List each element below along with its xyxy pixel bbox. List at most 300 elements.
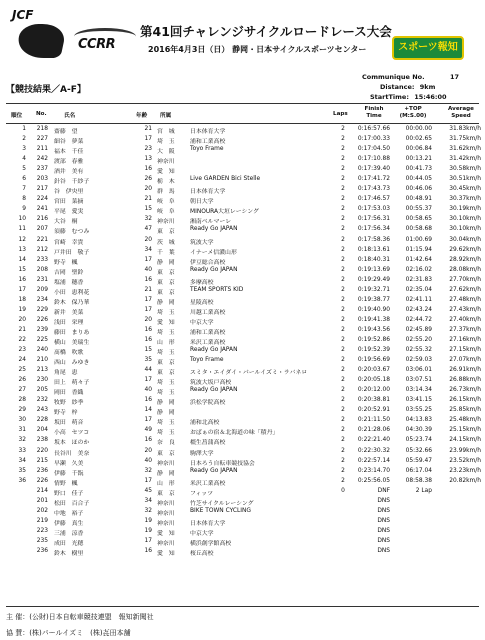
- rider-team: 米沢工業高校: [190, 480, 226, 487]
- bib-number: 207: [36, 226, 48, 233]
- col-laps: Laps: [333, 111, 348, 117]
- result-rank: 10: [18, 216, 26, 223]
- col-name: 氏名: [64, 113, 76, 119]
- laps-count: 2: [341, 246, 345, 253]
- rider-prefecture: 群 馬: [157, 189, 175, 196]
- average-speed: 28.08km/h: [449, 266, 481, 273]
- average-speed: 30.37km/h: [449, 196, 481, 203]
- rider-age: 34: [144, 497, 152, 504]
- result-rank: 27: [18, 387, 26, 394]
- finish-time: 0:17:43.73: [357, 186, 390, 193]
- rider-age: 26: [144, 176, 152, 183]
- gap-to-top: 02:55.20: [405, 336, 432, 343]
- rider-prefecture: 愛 知: [157, 550, 175, 557]
- bib-number: 221: [36, 236, 48, 243]
- rider-name: 伊藤 真生: [54, 520, 84, 527]
- jcf-logo-emblem-icon: [14, 24, 67, 58]
- gap-to-top: 05:32.66: [405, 447, 432, 454]
- rider-team: 桜丘高校: [190, 550, 214, 557]
- finish-time: 0:20:52.91: [357, 407, 390, 414]
- rider-team: 浦和工業高校: [190, 329, 226, 336]
- finish-time: 0:19:29.49: [357, 276, 390, 283]
- rider-name: 平尾 愛実: [54, 209, 84, 216]
- rider-prefecture: 神奈川: [157, 159, 175, 166]
- rider-age: 16: [144, 276, 152, 283]
- table-row: [0, 165, 485, 175]
- result-rank: 33: [18, 447, 26, 454]
- laps-count: 2: [341, 457, 345, 464]
- result-rank: 23: [18, 347, 26, 354]
- rider-team: おばぁの宿＆北海道の味「積丹」: [190, 430, 279, 437]
- table-row: [0, 396, 485, 406]
- table-row: [0, 457, 485, 467]
- rider-age: 40: [144, 266, 152, 273]
- gap-to-top: 00:06.84: [405, 146, 432, 153]
- ccrr-logo: [74, 34, 140, 62]
- finish-time: 0:20:05.18: [357, 377, 390, 384]
- table-row: [0, 376, 485, 386]
- result-rank: 5: [22, 166, 26, 173]
- rider-prefecture: 千 葉: [157, 249, 175, 256]
- bib-number: 236: [36, 547, 48, 554]
- rider-age: 17: [144, 296, 152, 303]
- gap-to-top: 00:00.00: [405, 126, 432, 132]
- event-subtitle: 2016年4月3日（日） 静岡・日本サイクルスポーツセンター: [148, 45, 367, 54]
- rider-prefecture: 東 京: [157, 490, 175, 497]
- laps-count: 2: [341, 136, 345, 143]
- rider-age: 16: [144, 547, 152, 554]
- rider-name: 小田 恵利花: [54, 289, 90, 296]
- rider-name: 長谷川 美奈: [54, 450, 90, 457]
- rider-name: 宮崎 幸貴: [54, 239, 84, 246]
- laps-count: 2: [341, 236, 345, 243]
- rider-age: 20: [144, 447, 152, 454]
- finish-time: 0:17:46.57: [357, 196, 390, 203]
- rider-age: 16: [144, 437, 152, 444]
- result-rank: 28: [18, 397, 26, 404]
- rider-prefecture: 東 京: [157, 360, 175, 367]
- rider-age: 35: [144, 357, 152, 364]
- rider-prefecture: 静 岡: [157, 299, 175, 306]
- gap-to-top: 02:45.89: [405, 326, 432, 333]
- bib-number: 201: [36, 497, 48, 504]
- rider-team: 橿生菖蒲高校: [190, 440, 226, 447]
- laps-count: 2: [341, 216, 345, 223]
- gap-to-top: 02:44.72: [405, 316, 432, 323]
- gap-to-top: 03:14.34: [405, 387, 432, 394]
- finish-time: 0:19:43.56: [357, 326, 390, 333]
- finish-time: DNS: [377, 537, 390, 544]
- finish-time: DNF: [377, 487, 390, 494]
- laps-count: 2: [341, 326, 345, 333]
- gap-to-top: 03:41.15: [405, 397, 432, 404]
- average-speed: 26.73km/h: [449, 387, 481, 394]
- laps-count: 2: [341, 417, 345, 424]
- laps-count: 2: [341, 397, 345, 404]
- rider-age: 17: [144, 377, 152, 384]
- rider-prefecture: 静 岡: [157, 400, 175, 407]
- average-speed: 27.07km/h: [449, 357, 481, 364]
- rider-age: 15: [144, 206, 152, 213]
- average-speed: 24.15km/h: [449, 437, 481, 444]
- rider-age: 40: [144, 387, 152, 394]
- average-speed: 30.51km/h: [449, 176, 481, 183]
- rider-age: 21: [144, 126, 152, 132]
- rider-prefecture: 埼 玉: [157, 390, 175, 397]
- bib-number: 208: [36, 266, 48, 273]
- rider-prefecture: 東 京: [157, 450, 175, 457]
- bib-number: 217: [36, 186, 48, 193]
- bib-number: 218: [36, 126, 48, 132]
- communique-value: 17: [450, 73, 460, 81]
- laps-count: 2: [341, 447, 345, 454]
- header-rule-bottom: [6, 123, 479, 124]
- organizer-line: 主 催：(公財)日本自転車競技連盟 報知新聞社: [6, 613, 154, 621]
- rider-team: 伊豆総合高校: [190, 259, 226, 266]
- rider-name: 三浦 涼香: [54, 530, 84, 537]
- finish-time: 0:19:52.39: [357, 347, 390, 354]
- rider-age: 16: [144, 326, 152, 333]
- finish-time: DNS: [377, 507, 390, 514]
- rider-name: 坂本 ほのか: [54, 440, 90, 447]
- gap-to-top: 08:58.38: [405, 477, 432, 484]
- laps-count: 2: [341, 357, 345, 364]
- header-rule-top: [6, 103, 479, 104]
- finish-time: 0:21:28.06: [357, 427, 390, 434]
- laps-count: 2: [341, 176, 345, 183]
- bib-number: 220: [36, 447, 48, 454]
- rider-name: 大谷 桐: [54, 219, 78, 226]
- table-row: [0, 436, 485, 446]
- average-speed: 27.40km/h: [449, 316, 481, 323]
- rider-prefecture: 愛 知: [157, 169, 175, 176]
- rider-prefecture: 東 京: [157, 279, 175, 286]
- rider-team: フィッツ: [190, 490, 214, 497]
- rider-prefecture: 茨 城: [157, 239, 175, 246]
- bib-number: 234: [36, 296, 48, 303]
- table-row: [0, 266, 485, 276]
- laps-count: 2: [341, 266, 345, 273]
- start-time-value: 15:46:00: [414, 93, 447, 101]
- rider-prefecture: 宮 城: [157, 129, 175, 135]
- table-row: [0, 336, 485, 346]
- bib-number: 225: [36, 336, 48, 343]
- table-row: [0, 256, 485, 266]
- rider-prefecture: 愛 知: [157, 319, 175, 326]
- table-row: [0, 487, 485, 497]
- rider-team: 湘南ベルマーレ: [190, 219, 232, 226]
- result-rank: 4: [22, 156, 26, 163]
- table-row: [0, 547, 485, 557]
- rider-prefecture: 東 京: [157, 370, 175, 377]
- laps-count: 2: [341, 186, 345, 193]
- rider-prefecture: 東 京: [157, 269, 175, 276]
- finish-time: DNS: [377, 547, 390, 554]
- rider-prefecture: 愛 知: [157, 530, 175, 537]
- table-row: [0, 145, 485, 155]
- rider-name: 横山 美瑞生: [54, 339, 90, 346]
- rider-name: 坂田 萌音: [54, 420, 84, 427]
- rider-name: 細谷 夢菜: [54, 139, 84, 146]
- rider-team: 米沢工業高校: [190, 339, 226, 346]
- rider-prefecture: 栃 木: [157, 179, 175, 186]
- rider-age: 17: [144, 537, 152, 544]
- rider-team: Toyo Frame: [190, 146, 224, 153]
- laps-count: 2: [341, 156, 345, 163]
- rider-team: イナーメ信濃山形: [190, 249, 237, 256]
- table-row: [0, 467, 485, 477]
- average-speed: 30.19km/h: [449, 206, 481, 213]
- table-row: [0, 205, 485, 215]
- gap-to-top: 01:42.64: [405, 256, 432, 263]
- gap-to-top: 03:06.01: [405, 367, 432, 374]
- rider-prefecture: 埼 玉: [157, 380, 175, 387]
- rider-prefecture: 埼 玉: [157, 309, 175, 316]
- rider-age: 17: [144, 417, 152, 424]
- table-row: [0, 497, 485, 507]
- rider-team: 多摩高校: [190, 279, 214, 286]
- finish-time: 0:22:30.32: [357, 447, 390, 454]
- bib-number: 242: [36, 156, 48, 163]
- rider-prefecture: 神奈川: [157, 219, 175, 226]
- average-speed: 30.10km/h: [449, 216, 481, 223]
- finish-time: 0:17:56.31: [357, 216, 390, 223]
- gap-to-top: 00:48.91: [405, 196, 432, 203]
- rider-age: 20: [144, 186, 152, 193]
- table-row: [0, 406, 485, 416]
- gap-to-top: 01:15.94: [405, 246, 432, 253]
- average-speed: 30.10km/h: [449, 226, 481, 233]
- rider-age: 16: [144, 166, 152, 173]
- table-row: [0, 326, 485, 336]
- gap-to-top: 00:41.73: [405, 166, 432, 173]
- table-row: [0, 286, 485, 296]
- table-row: [0, 306, 485, 316]
- laps-count: 2: [341, 126, 345, 132]
- rider-age: 21: [144, 286, 152, 293]
- average-speed: 23.23km/h: [449, 467, 481, 474]
- table-row: [0, 296, 485, 306]
- col-age: 年齢: [136, 113, 148, 119]
- col-pref: 所属: [160, 113, 172, 119]
- rider-team: 筑波大坂戸高校: [190, 380, 232, 387]
- rider-name: 髙橋 吹歌: [54, 350, 84, 357]
- laps-count: 2: [341, 306, 345, 313]
- gap-to-top: 01:00.69: [405, 236, 432, 243]
- rider-prefecture: 大 阪: [157, 149, 175, 156]
- bib-number: 202: [36, 507, 48, 514]
- gap-to-top: 04:30.39: [405, 427, 432, 434]
- table-row: [0, 426, 485, 436]
- rider-prefecture: 東 京: [157, 289, 175, 296]
- rider-prefecture: 埼 玉: [157, 329, 175, 336]
- gap-to-top: 00:44.05: [405, 176, 432, 183]
- bib-number: 233: [36, 256, 48, 263]
- average-speed: 25.48km/h: [449, 417, 481, 424]
- finish-time: 0:19:32.71: [357, 286, 390, 293]
- bib-number: 205: [36, 387, 48, 394]
- footer-rule: [6, 606, 479, 607]
- rider-name: 宮田 菜摘: [54, 199, 84, 206]
- finish-time: 0:19:40.90: [357, 306, 390, 313]
- rider-team: Ready Go JAPAN: [190, 387, 238, 394]
- average-speed: 31.75km/h: [449, 136, 481, 143]
- result-rank: 20: [18, 316, 26, 323]
- finish-time: DNS: [377, 497, 390, 504]
- distance-label: Distance:: [380, 83, 415, 91]
- rider-age: 17: [144, 306, 152, 313]
- gap-to-top: 06:17.04: [405, 467, 432, 474]
- result-rank: 12: [18, 236, 26, 243]
- gap-to-top: 02:31.83: [405, 276, 432, 283]
- rider-age: 17: [144, 256, 152, 263]
- laps-count: 2: [341, 166, 345, 173]
- rider-team: 筑波大学: [190, 239, 214, 246]
- bib-number: 203: [36, 176, 48, 183]
- bib-number: 212: [36, 246, 48, 253]
- section-title: 【競技結果／A-F】: [6, 85, 86, 95]
- rider-team: Ready Go JAPAN: [190, 226, 238, 233]
- finish-time: 0:17:10.88: [357, 156, 390, 163]
- rider-name: 西山 みゆき: [54, 360, 90, 367]
- result-rank: 3: [22, 146, 26, 153]
- table-row: [0, 155, 485, 165]
- finish-time: 0:19:13.69: [357, 266, 390, 273]
- gap-to-top: 04:13.83: [405, 417, 432, 424]
- rider-name: 野寺 梓: [54, 410, 78, 417]
- rider-age: 32: [144, 507, 152, 514]
- rider-name: 酒井 美有: [54, 169, 84, 176]
- laps-count: 2: [341, 407, 345, 414]
- rider-name: 針谷 千紗子: [54, 179, 90, 186]
- gap-to-top: 00:46.06: [405, 186, 432, 193]
- bib-number: 239: [36, 326, 48, 333]
- bib-number: 211: [36, 146, 48, 153]
- rider-prefecture: 岐 阜: [157, 199, 175, 206]
- rider-age: 34: [144, 246, 152, 253]
- bib-number: 231: [36, 276, 48, 283]
- rider-name: 谷 伊央里: [54, 189, 84, 196]
- average-speed: 27.37km/h: [449, 326, 481, 333]
- rider-name: 野寺 楓: [54, 259, 78, 266]
- laps-count: 2: [341, 387, 345, 394]
- rider-name: 渡部 春雅: [54, 159, 84, 166]
- result-rank: 9: [22, 206, 26, 213]
- gap-to-top: 00:55.37: [405, 206, 432, 213]
- rider-age: 47: [144, 226, 152, 233]
- table-row: [0, 386, 485, 396]
- finish-time: 0:17:00.33: [357, 136, 390, 143]
- rider-team: 中京大学: [190, 530, 214, 537]
- result-rank: 36: [18, 477, 26, 484]
- table-row: [0, 125, 485, 135]
- bib-number: 210: [36, 357, 48, 364]
- rider-prefecture: 奈 良: [157, 440, 175, 447]
- table-row: [0, 185, 485, 195]
- average-speed: 23.52km/h: [449, 457, 481, 464]
- table-row: [0, 527, 485, 537]
- col-no: No.: [36, 111, 47, 117]
- rider-team: MINOURA大垣レーシング: [190, 209, 259, 216]
- gap-to-top: 02:35.04: [405, 286, 432, 293]
- rider-name: 角尾 恵: [54, 370, 78, 377]
- bib-number: 237: [36, 166, 48, 173]
- rider-name: 情野 楓: [54, 480, 78, 487]
- average-speed: 26.91km/h: [449, 367, 481, 374]
- rider-name: 鈴木 保乃華: [54, 299, 90, 306]
- result-rank: 29: [18, 407, 26, 414]
- table-row: [0, 236, 485, 246]
- rider-name: 成田 光穂: [54, 540, 84, 547]
- gap-to-top: 02:16.02: [405, 266, 432, 273]
- rider-name: 野口 佳子: [54, 490, 84, 497]
- rider-age: 49: [144, 427, 152, 434]
- laps-count: 2: [341, 316, 345, 323]
- finish-time: 0:17:41.72: [357, 176, 390, 183]
- rider-age: 32: [144, 467, 152, 474]
- ccrr-logo-text: CCRR: [78, 37, 116, 52]
- jcf-logo: [10, 8, 66, 60]
- gap-to-top: 02:41.11: [405, 296, 432, 303]
- table-row: [0, 447, 485, 457]
- table-row: [0, 246, 485, 256]
- rider-team: 日本ろう自転車競技協会: [190, 460, 255, 467]
- bib-number: 240: [36, 347, 48, 354]
- jcf-logo-text: JCF: [12, 8, 34, 22]
- result-rank: 21: [18, 326, 26, 333]
- laps-count: 2: [341, 336, 345, 343]
- result-rank: 35: [18, 467, 26, 474]
- rider-name: 中地 裕子: [54, 510, 84, 517]
- col-average-speed: Average Speed: [448, 106, 474, 119]
- rider-name: 須藤 むつみ: [54, 229, 90, 236]
- rider-prefecture: 神奈川: [157, 540, 175, 547]
- finish-time: 0:17:56.34: [357, 226, 390, 233]
- rider-team: BIKE TOWN CYCLING: [190, 507, 251, 514]
- laps-count: 2: [341, 276, 345, 283]
- average-speed: 25.85km/h: [449, 407, 481, 414]
- bib-number: 216: [36, 216, 48, 223]
- gap-to-top: 02:43.24: [405, 306, 432, 313]
- table-row: [0, 276, 485, 286]
- laps-count: 2: [341, 196, 345, 203]
- rider-prefecture: 埼 玉: [157, 420, 175, 427]
- bib-number: 228: [36, 417, 48, 424]
- laps-count: 2: [341, 377, 345, 384]
- table-row: [0, 477, 485, 487]
- result-rank: 24: [18, 357, 26, 364]
- finish-time: 0:19:38.77: [357, 296, 390, 303]
- laps-count: 2: [341, 427, 345, 434]
- result-rank: 11: [18, 226, 26, 233]
- rider-name: 浅田 栄理: [54, 319, 84, 326]
- column-header-row: [0, 106, 485, 122]
- table-row: [0, 416, 485, 426]
- average-speed: 31.83km/h: [449, 126, 481, 132]
- laps-count: 2: [341, 256, 345, 263]
- finish-time: 0:17:39.40: [357, 166, 390, 173]
- col-finish-time: Finish Time: [364, 106, 384, 119]
- finish-time: 0:18:40.31: [357, 256, 390, 263]
- bib-number: 235: [36, 537, 48, 544]
- finish-time: DNS: [377, 527, 390, 534]
- finish-time: 0:22:21.40: [357, 437, 390, 444]
- result-rank: 14: [18, 256, 26, 263]
- rider-age: 15: [144, 347, 152, 354]
- average-speed: 28.92km/h: [449, 256, 481, 263]
- rider-name: 齋藤 望: [54, 129, 78, 135]
- finish-time: 0:19:41.38: [357, 316, 390, 323]
